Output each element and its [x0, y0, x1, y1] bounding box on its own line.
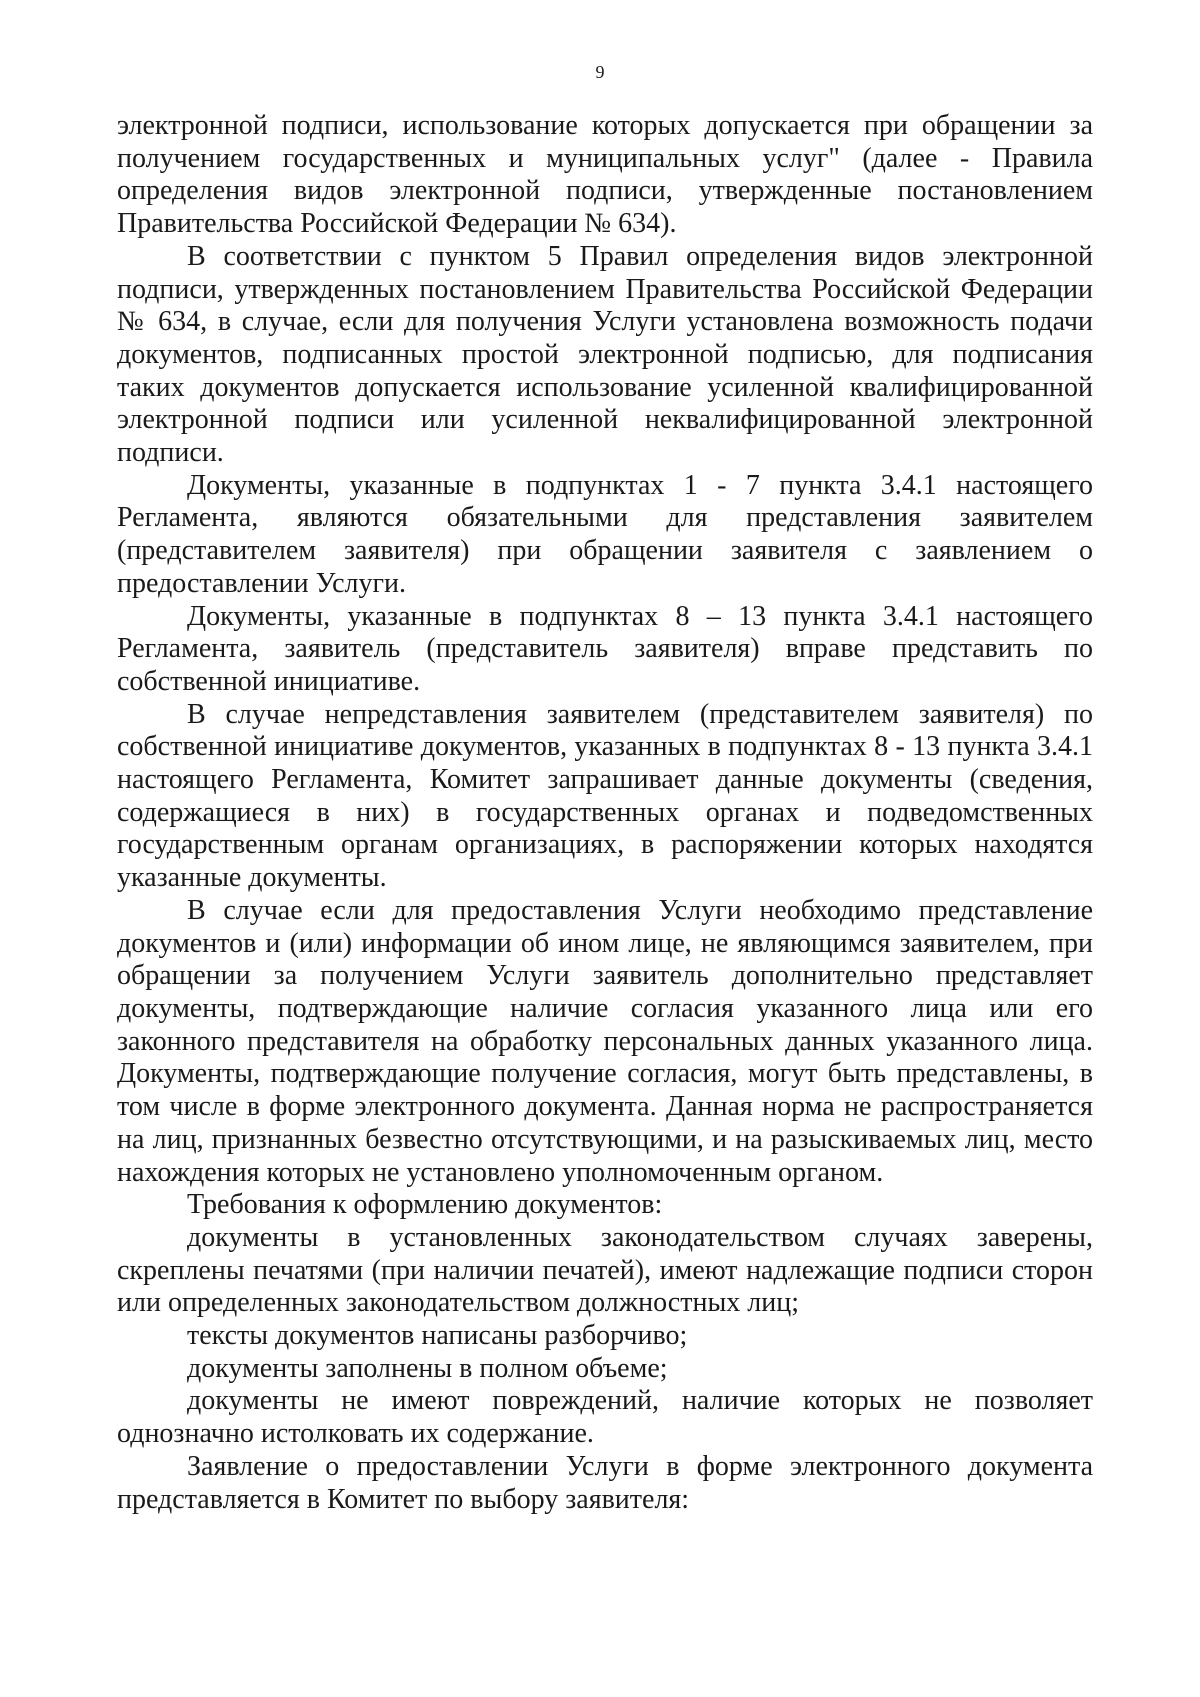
- paragraph-1: электронной подписи, использование которых допускается при обращении за получением государственных и муниципальных услуг" (далее - Правила определения видов электронной подписи, утвержденные постановлением Правительства Российской Федерации № 634).: [117, 110, 1093, 240]
- paragraph-5: В случае непредставления заявителем (представителем заявителя) по собственной инициативе документов, указанных в подпунктах 8 - 13 пункта 3.4.1 настоящего Регламента, Комитет запрашивает данные документы (сведения, содержащиеся в них) в государственных органах и подведомственных государственным органам организациях, в распоряжении которых находятся указанные документы.: [117, 698, 1093, 894]
- paragraph-10: документы заполнены в полном объеме;: [187, 1352, 668, 1384]
- paragraph-9: тексты документов написаны разборчиво;: [187, 1320, 688, 1352]
- page-number: 9: [595, 62, 605, 82]
- document-body: [117, 110, 1093, 1516]
- paragraph-12: Заявление о предоставлении Услуги в форме электронного документа представляется в Комитет по выбору заявителя:: [117, 1450, 1093, 1515]
- paragraph-4: Документы, указанные в подпунктах 8 – 13 пункта 3.4.1 настоящего Регламента, заявитель (представитель заявителя) вправе представить по собственной инициативе.: [117, 600, 1093, 697]
- paragraph-7: Требования к оформлению документов:: [187, 1189, 663, 1221]
- paragraph-2: В соответствии с пунктом 5 Правил определения видов электронной подписи, утвержденных постановлением Правительства Российской Федерации № 634, в случае, если для получения Услуги установлена возможность подачи документов, подписанных простой электронной подписью, для подписания таких документов допускается использование усиленной квалифицированной электронной подписи или усиленной неквалифицированной электронной подписи.: [117, 240, 1093, 469]
- paragraph-11: документы не имеют повреждений, наличие которых не позволяет однозначно истолковать их содержание.: [117, 1385, 1093, 1450]
- paragraph-6: В случае если для предоставления Услуги необходимо представление документов и (или) информации об ином лице, не являющимся заявителем, при обращении за получением Услуги заявитель дополнительно представляет документы, подтверждающие наличие согласия указанного лица или его законного представителя на обработку персональных данных указанного лица. Документы, подтверждающие получение согласия, могут быть представлены, в том числе в форме электронного документа. Данная норма не распространяется на лиц, признанных безвестно отсутствующими, и на разыскиваемых лиц, место нахождения которых не установлено уполномоченным органом.: [117, 894, 1093, 1188]
- paragraph-3: Документы, указанные в подпунктах 1 - 7 пункта 3.4.1 настоящего Регламента, являются обязательными для представления заявителем (представителем заявителя) при обращении заявителя с заявлением о предоставлении Услуги.: [117, 469, 1093, 599]
- paragraph-8: документы в установленных законодательством случаях заверены, скреплены печатями (при наличии печатей), имеют надлежащие подписи сторон или определенных законодательством должностных лиц;: [117, 1221, 1093, 1319]
